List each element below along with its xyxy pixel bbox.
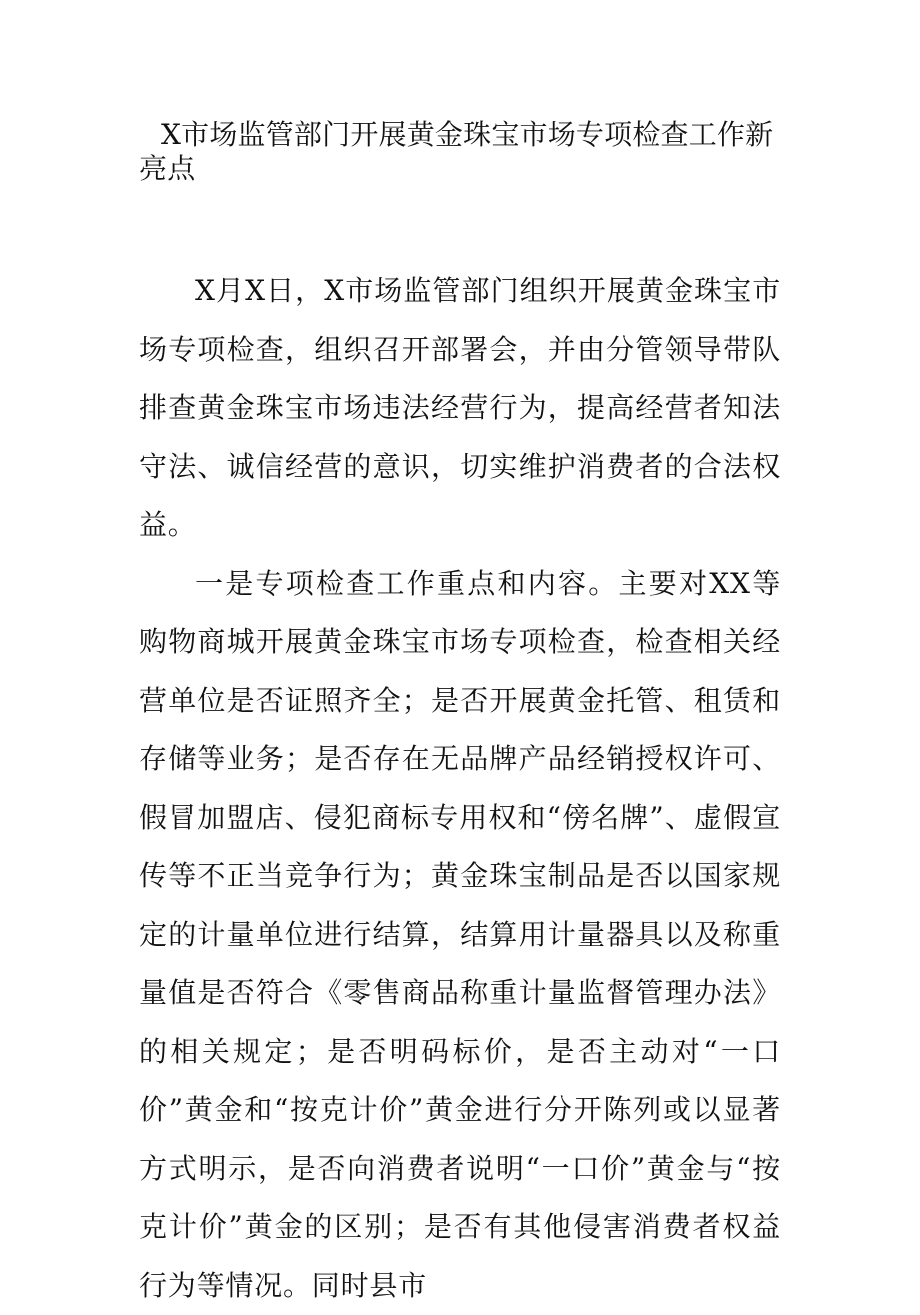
- document-title: X市场监管部门开展黄金珠宝市场专项检查工作新亮点: [139, 118, 779, 186]
- document-body: [139, 262, 781, 1315]
- paragraph-intro: X月X日，X市场监管部门组织开展黄金珠宝市场专项检查，组织召开部署会，并由分管领导带队排查黄金珠宝市场违法经营行为，提高经营者知法守法、诚信经营的意识，切实维护消费者的合法权益。: [139, 262, 781, 555]
- paragraph-inspection-focus: 一是专项检查工作重点和内容。主要对XX等购物商城开展黄金珠宝市场专项检查，检查相关经营单位是否证照齐全；是否开展黄金托管、租赁和存储等业务；是否存在无品牌产品经销授权许可、假冒加盟店、侵犯商标专用权和“傍名牌”、虚假宣传等不正当竞争行为；黄金珠宝制品是否以国家规定的计量单位进行结算，结算用计量器具以及称重量值是否符合《零售商品称重计量监督管理办法》的相关规定；是否明码标价，是否主动对“一口价”黄金和“按克计价”黄金进行分开陈列或以显著方式明示，是否向消费者说明“一口价”黄金与“按克计价”黄金的区别；是否有其他侵害消费者权益行为等情况。同时县市: [139, 555, 781, 1315]
